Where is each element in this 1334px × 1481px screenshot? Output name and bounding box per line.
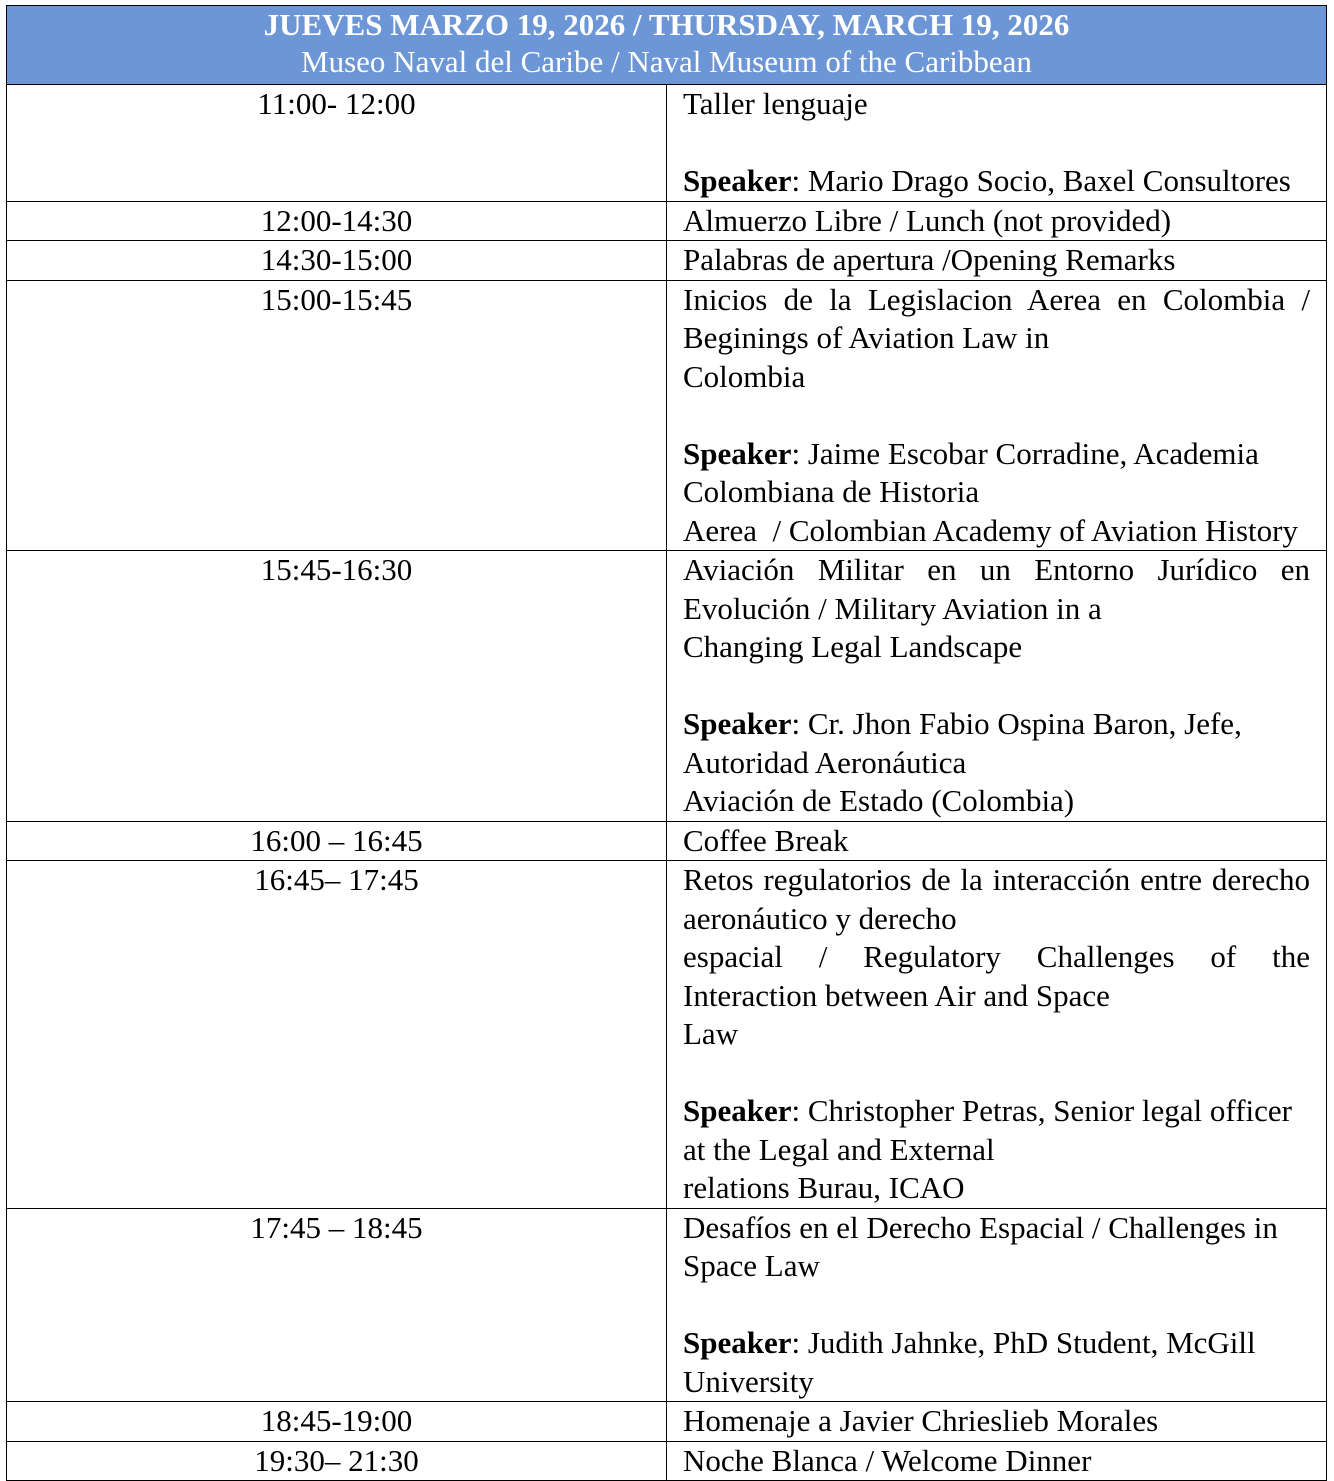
session-details — [667, 861, 1327, 1209]
speaker-name: : Cr. Jhon Fabio Ospina Baron, Jefe, Autoridad Aeronáutica — [683, 706, 1242, 780]
speaker-label: Speaker — [683, 1093, 792, 1128]
session-title-line: Retos regulatorios de la interacción entre derecho aeronáutico y derecho — [683, 862, 1310, 936]
speaker-name: : Judith Jahnke, PhD Student, McGill University — [683, 1325, 1256, 1399]
speaker-affiliation: relations Burau, ICAO — [683, 1170, 965, 1205]
session-speaker — [683, 162, 1310, 201]
speaker-label: Speaker — [683, 706, 792, 741]
session-title-line: Colombia — [683, 358, 806, 394]
session-speaker — [683, 705, 1310, 782]
session-row — [7, 241, 1327, 281]
session-title: Taller lenguaje — [683, 86, 868, 121]
session-title: Desafíos en el Derecho Espacial / Challenges in Space Law — [683, 1209, 1278, 1283]
session-title-line: espacial / Regulatory Challenges of the Interaction between Air and Space — [683, 939, 1310, 1013]
session-title: Noche Blanca / Welcome Dinner — [683, 1442, 1092, 1478]
speaker-label: Speaker — [683, 163, 792, 198]
session-row — [7, 1402, 1327, 1442]
venue-subtitle: Museo Naval del Caribe / Naval Museum of the Caribbean — [301, 44, 1032, 79]
session-row — [7, 1208, 1327, 1402]
session-details — [667, 280, 1327, 551]
speaker-name: : Mario Drago Socio, Baxel Consultores — [791, 163, 1291, 198]
day-title: JUEVES MARZO 19, 2026 / THURSDAY, MARCH 19, 2026 — [263, 7, 1070, 42]
session-time: 12:00-14:30 — [7, 201, 667, 241]
speaker-name: : Christopher Petras, Senior legal officer at the Legal and External — [683, 1093, 1292, 1167]
session-row — [7, 861, 1327, 1209]
speaker-label: Speaker — [683, 1325, 792, 1360]
session-title-line: Aviación Militar en un Entorno Jurídico en Evolución / Military Aviation in a — [683, 552, 1310, 626]
speaker-affiliation: Aerea / Colombian Academy of Aviation History — [683, 512, 1298, 548]
session-title: Coffee Break — [683, 822, 849, 858]
session-row — [7, 551, 1327, 822]
session-title-line: Inicios de la Legislacion Aerea en Colombia / Beginings of Aviation Law in — [683, 281, 1310, 355]
speaker-name: : Jaime Escobar Corradine, Academia Colombiana de Historia — [683, 435, 1259, 509]
session-title: Palabras de apertura /Opening Remarks — [683, 242, 1176, 277]
session-row — [7, 201, 1327, 241]
session-time: 19:30– 21:30 — [7, 1441, 667, 1481]
schedule-table — [6, 5, 1327, 1481]
session-title: Almuerzo Libre / Lunch (not provided) — [683, 202, 1172, 238]
session-time: 16:45– 17:45 — [7, 861, 667, 1209]
session-time: 16:00 – 16:45 — [7, 821, 667, 861]
session-speaker — [683, 1092, 1310, 1169]
session-row — [7, 821, 1327, 861]
session-row — [7, 280, 1327, 551]
session-time: 17:45 – 18:45 — [7, 1208, 667, 1402]
session-details — [667, 201, 1327, 241]
session-details — [667, 1208, 1327, 1402]
session-time: 11:00- 12:00 — [7, 85, 667, 202]
session-row — [7, 85, 1327, 202]
session-details — [667, 85, 1327, 202]
session-speaker — [683, 1324, 1310, 1401]
session-row — [7, 1441, 1327, 1481]
session-title-line: Law — [683, 1016, 739, 1051]
session-details — [667, 1402, 1327, 1442]
session-time: 15:45-16:30 — [7, 551, 667, 822]
session-title-line: Changing Legal Landscape — [683, 629, 1023, 664]
session-details — [667, 1441, 1327, 1481]
schedule-header — [7, 6, 1327, 85]
session-details — [667, 241, 1327, 281]
session-title: Homenaje a Javier Chrieslieb Morales — [683, 1403, 1159, 1438]
session-time: 14:30-15:00 — [7, 241, 667, 281]
speaker-label: Speaker — [683, 435, 792, 471]
speaker-affiliation: Aviación de Estado (Colombia) — [683, 783, 1075, 818]
session-time: 15:00-15:45 — [7, 280, 667, 551]
session-speaker — [683, 435, 1310, 512]
session-details — [667, 551, 1327, 822]
session-time: 18:45-19:00 — [7, 1402, 667, 1442]
schedule-header-row — [7, 6, 1327, 85]
session-details — [667, 821, 1327, 861]
